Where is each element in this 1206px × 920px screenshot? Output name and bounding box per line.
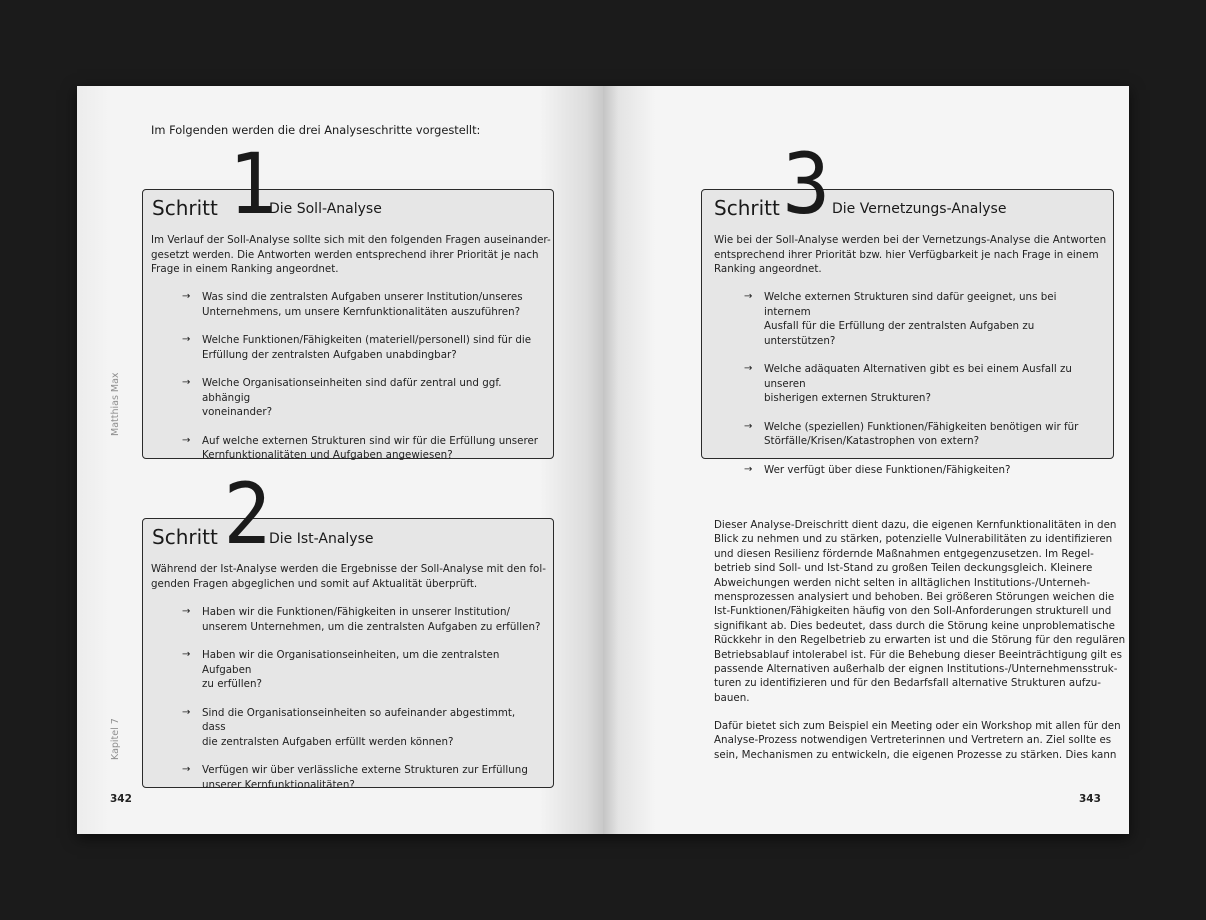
step2-paragraph <box>151 562 546 591</box>
question-item <box>182 376 542 420</box>
left-page <box>77 86 603 834</box>
question-item <box>744 420 1104 449</box>
question-line: zu erfüllen? <box>202 678 262 690</box>
body-line: Dafür bietet sich zum Beispiel ein Meeting oder ein Workshop mit allen für den <box>714 720 1121 732</box>
question-line: Unternehmens, um unsere Kernfunktionalitäten auszuführen? <box>202 305 521 318</box>
arrow-right-icon: → <box>182 706 191 718</box>
body-paragraph-1 <box>714 518 1125 705</box>
question-line: Störfälle/Krisen/Katastrophen von extern? <box>764 435 980 447</box>
arrow-right-icon: → <box>744 363 753 374</box>
arrow-right-icon: → <box>182 377 191 388</box>
para-line: genden Fragen abgeglichen und somit auf Aktualität überprüft. <box>151 577 478 590</box>
question-line: Welche Organisationseinheiten sind dafür zentral und ggf. abhängig <box>202 377 502 404</box>
body-line: Ist-Funktionen/Fähigkeiten häufig von den Soll-Anforderungen strukturell und <box>714 605 1112 618</box>
step3-questions <box>744 290 1104 491</box>
page-number-left: 342 <box>110 793 132 805</box>
question-line: Haben wir die Funktionen/Fähigkeiten in unserer Institution/ <box>202 606 510 618</box>
arrow-right-icon: → <box>182 291 191 302</box>
question-line: unserem Unternehmen, um die zentralsten Aufgaben zu erfüllen? <box>202 620 541 633</box>
question-item <box>182 763 542 792</box>
step1-word: Schritt <box>152 196 218 220</box>
question-item <box>182 648 542 692</box>
question-line: Sind die Organisationseinheiten so aufeinander abgestimmt, dass <box>202 706 516 733</box>
step1-questions <box>182 290 542 477</box>
question-line: Was sind die zentralsten Aufgaben unserer Institution/unseres <box>202 291 523 303</box>
para-line: Ranking angeordnet. <box>714 263 822 275</box>
question-line: bisherigen externen Strukturen? <box>764 392 931 404</box>
body-line: mensprozessen analysiert und behoben. Bei größeren Störungen weichen die <box>714 591 1115 604</box>
body-paragraph-2 <box>714 719 1121 762</box>
question-line: Kernfunktionalitäten und Aufgaben angewiesen? <box>202 449 453 461</box>
arrow-right-icon: → <box>182 334 191 345</box>
step3-title: Die Vernetzungs-Analyse <box>832 201 1007 217</box>
question-line: Haben wir die Organisationseinheiten, um die zentralsten Aufgaben <box>202 649 500 676</box>
para-line: Frage in einem Ranking angeordnet. <box>151 263 339 275</box>
step2-questions <box>182 605 542 806</box>
question-line: Auf welche externen Strukturen sind wir für die Erfüllung unserer <box>202 434 539 447</box>
question-line: unserer Kernfunktionalitäten? <box>202 778 355 791</box>
para-line: gesetzt werden. Die Antworten werden entsprechend ihrer Priorität je nach <box>151 248 539 261</box>
step2-word: Schritt <box>152 525 218 549</box>
question-line: Ausfall für die Erfüllung der zentralsten Aufgaben zu unterstützen? <box>764 320 1035 347</box>
body-line: passende Alternativen außerhalb der eignen Institutions-/Unternehmensstruk- <box>714 663 1118 676</box>
question-line: Welche (speziellen) Funktionen/Fähigkeiten benötigen wir für <box>764 420 1079 433</box>
question-line: Welche externen Strukturen sind dafür geeignet, uns bei internem <box>764 291 1057 318</box>
question-item <box>744 290 1104 348</box>
question-line: Welche adäquaten Alternativen gibt es bei einem Ausfall zu unseren <box>764 363 1072 390</box>
page-number-right: 343 <box>1079 793 1101 805</box>
question-item <box>744 463 1104 478</box>
author-side-label: Matthias Max <box>110 372 121 436</box>
body-line: und diesen Resilienz fördernde Maßnahmen entgegenzusetzen. Im Regel- <box>714 547 1094 560</box>
right-page <box>603 86 1129 834</box>
para-line: Wie bei der Soll-Analyse werden bei der Vernetzungs-Analyse die Antworten <box>714 234 1107 246</box>
body-line: Betriebsablauf intolerabel ist. Für die Behebung dieser Beeinträchtigung gilt es <box>714 648 1122 661</box>
step3-paragraph <box>714 233 1106 277</box>
para-line: Während der Ist-Analyse werden die Ergebnisse der Soll-Analyse mit den fol- <box>151 563 546 575</box>
question-line: die zentralsten Aufgaben erfüllt werden können? <box>202 735 454 748</box>
step2-number: 2 <box>223 465 272 563</box>
body-line: bauen. <box>714 691 750 704</box>
body-line: sein, Mechanismen zu entwickeln, die eigenen Prozesse zu stärken. Dies kann <box>714 748 1117 761</box>
arrow-right-icon: → <box>744 463 753 475</box>
body-line: signifikant ab. Dies bedeutet, dass durch die Störung keine unproblematische <box>714 619 1115 632</box>
body-line: betrieb sind Soll- und Ist-Stand zu großen Teilen deckungsgleich. Kleinere <box>714 562 1093 575</box>
question-item <box>182 706 542 750</box>
question-item <box>182 290 542 319</box>
chapter-side-label: Kapitel 7 <box>110 718 121 760</box>
question-item <box>744 362 1104 406</box>
step1-title: Die Soll-Analyse <box>269 201 382 217</box>
body-line: Dieser Analyse-Dreischritt dient dazu, die eigenen Kernfunktionalitäten in den <box>714 519 1117 531</box>
question-item <box>182 605 542 634</box>
intro-text: Im Folgenden werden die drei Analyseschritte vorgestellt: <box>151 123 481 137</box>
question-line: voneinander? <box>202 406 273 418</box>
step1-paragraph <box>151 233 551 277</box>
step3-number: 3 <box>782 135 831 233</box>
question-line: Verfügen wir über verlässliche externe Strukturen zur Erfüllung <box>202 764 528 776</box>
question-line: Welche Funktionen/Fähigkeiten (materiell/personell) sind für die <box>202 334 532 346</box>
arrow-right-icon: → <box>744 291 753 302</box>
arrow-right-icon: → <box>182 434 191 446</box>
body-line: Rückkehr in den Regelbetrieb zu erwarten ist und die Störung für den regulären <box>714 634 1126 647</box>
arrow-right-icon: → <box>182 649 191 660</box>
step2-title: Die Ist-Analyse <box>269 531 374 547</box>
question-item <box>182 434 542 463</box>
arrow-right-icon: → <box>182 606 191 617</box>
body-line: Analyse-Prozess notwendigen Vertreterinnen und Vertretern an. Ziel sollte es <box>714 734 1112 747</box>
step3-word: Schritt <box>714 196 780 220</box>
step1-number: 1 <box>228 135 277 233</box>
arrow-right-icon: → <box>182 764 191 775</box>
body-line: Abweichungen werden nicht selten in alltäglichen Institutions-/Unterneh- <box>714 576 1091 589</box>
question-line: Erfüllung der zentralsten Aufgaben unabdingbar? <box>202 348 457 361</box>
open-book <box>77 86 1129 834</box>
arrow-right-icon: → <box>744 420 753 432</box>
para-line: Im Verlauf der Soll-Analyse sollte sich mit den folgenden Fragen auseinander- <box>151 234 551 246</box>
question-item <box>182 333 542 362</box>
body-line: Blick zu nehmen und zu stärken, potenzielle Vulnerabilitäten zu identifizieren <box>714 533 1113 546</box>
question-line: Wer verfügt über diese Funktionen/Fähigkeiten? <box>764 463 1011 476</box>
para-line: entsprechend ihrer Priorität bzw. hier Verfügbarkeit je nach Frage in einem <box>714 248 1099 261</box>
body-line: turen zu identifizieren und für den Bedarfsfall alternative Strukturen aufzu- <box>714 677 1102 690</box>
